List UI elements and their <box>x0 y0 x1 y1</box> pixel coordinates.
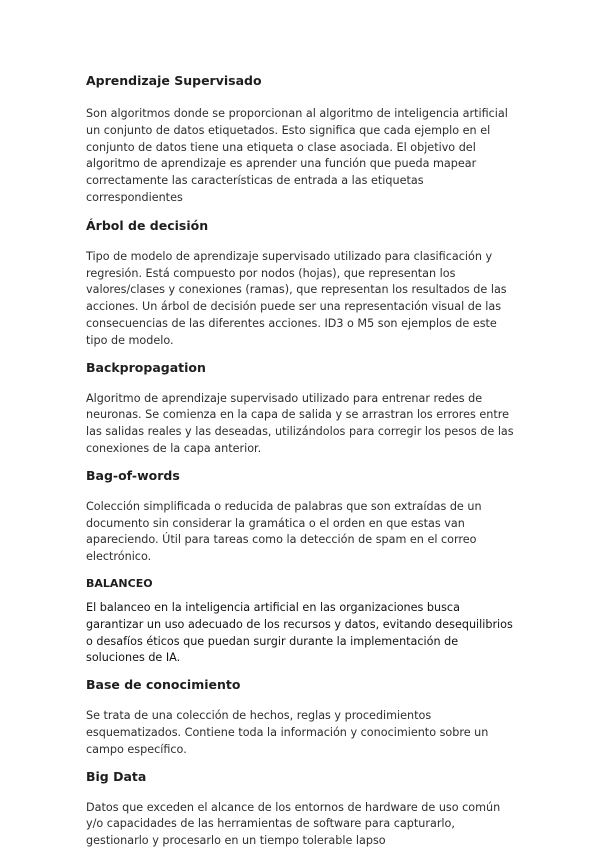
paragraph-bag-of-words: Colección simplificada o reducida de palabras que son extraídas de un documento sin considerar la gramática o el orden en que estas van apareciendo. Útil para tareas como la detección de spam en el correo electrónico. <box>86 499 482 564</box>
paragraph-backpropagation: Algoritmo de aprendizaje supervisado utilizado para entrenar redes de neuronas. Se comienza en la capa de salida y se arrastran los errores entre las salidas reales y las deseadas, utilizándolos para corregir los pesos de las conexiones de la capa anterior. <box>86 391 514 455</box>
paragraph-big-data: Datos que exceden el alcance de los entornos de hardware de uso común y/o capacidades de las herramientas de software para capturarlo, gestionarlo y procesarlo en un tiempo tolerable lapso <box>86 800 501 848</box>
heading-aprendizaje-supervisado: Aprendizaje Supervisado <box>86 73 262 88</box>
heading-big-data: Big Data <box>86 768 147 784</box>
paragraph-base-de-conocimiento: Se trata de una colección de hechos, reglas y procedimientos esquematizados. Contiene toda la información y conocimiento sobre un campo específico. <box>86 709 489 756</box>
heading-bag-of-words: Bag-of-words <box>86 467 180 483</box>
heading-arbol-de-decision: Árbol de decisión <box>86 217 209 233</box>
paragraph-balanceo: El balanceo en la inteligencia artificial en las organizaciones busca garantizar un uso adecuado de los recursos y datos, evitando desequilibrios o desafíos éticos que puedan surgir durante la implementación de soluciones de IA. <box>86 600 513 665</box>
heading-balanceo: BALANCEO <box>86 576 153 590</box>
heading-backpropagation: Backpropagation <box>86 359 206 375</box>
paragraph-aprendizaje-supervisado: Son algoritmos donde se proporcionan al algoritmo de inteligencia artificial un conjunto de datos etiquetados. Esto significa que cada ejemplo en el conjunto de datos tiene una etiqueta o clase asociada. El objetivo del algoritmo de aprendizaje es aprender una función que pueda mapear correctamente las características de entrada a las etiquetas correspondientes <box>86 107 508 204</box>
heading-base-de-conocimiento: Base de conocimiento <box>86 677 241 693</box>
document-page <box>86 72 518 850</box>
paragraph-arbol-de-decision: Tipo de modelo de aprendizaje supervisado utilizado para clasificación y regresión. Está compuesto por nodos (hojas), que representan los valores/clases y conexiones (ramas), que representan los resultados de las acciones. Un árbol de decisión puede ser una representación visual de las consecuencias de las diferentes acciones. ID3 o M5 son ejemplos de este tipo de modelo. <box>86 249 507 347</box>
